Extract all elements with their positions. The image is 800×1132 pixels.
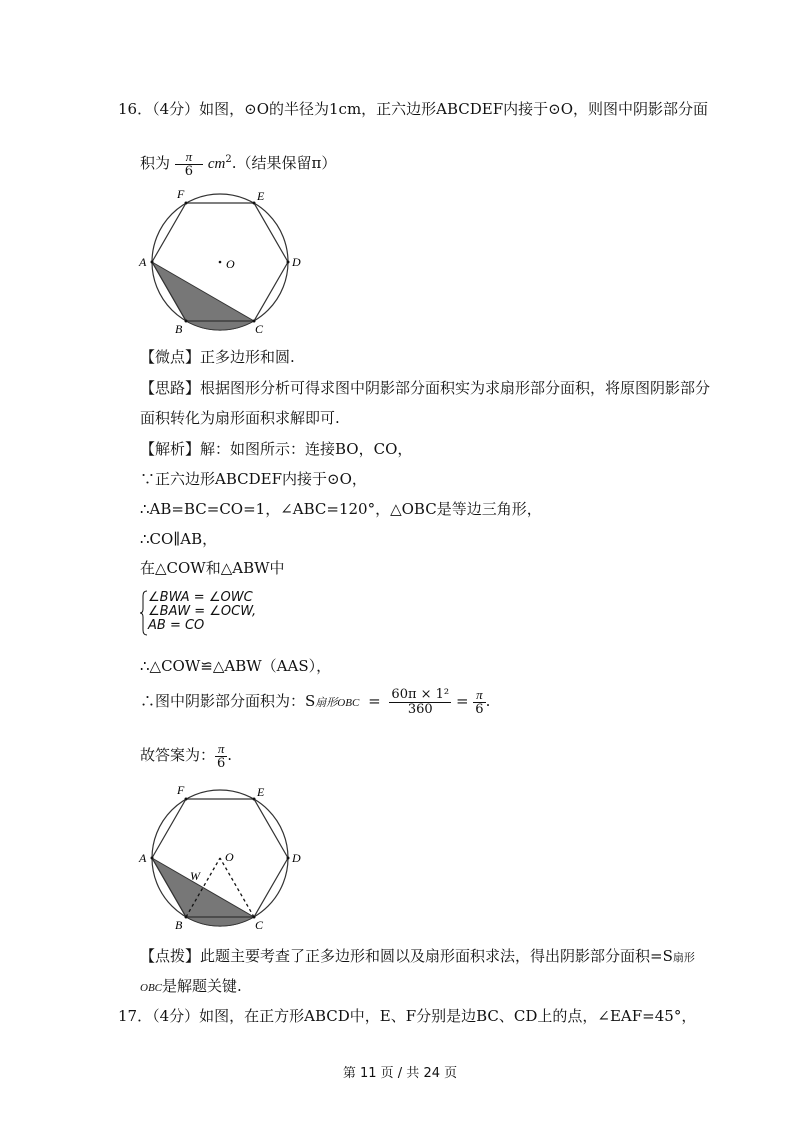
hexagon-figure-1	[135, 180, 305, 340]
label2-c: C	[255, 918, 264, 932]
silu-line2: 面积转化为扇形面积求解即可.	[140, 409, 340, 427]
label2-d: D	[292, 851, 301, 865]
step-6-eq: =	[368, 692, 381, 711]
dianbo-sub1: 扇形	[672, 951, 695, 964]
q16-line1: 16．（4分）如图，⊙O的半径为1cm，正六边形ABCDEF内接于⊙O，则图中阴影部分面	[118, 100, 709, 118]
dianbo-text2: 是解题关键.	[162, 977, 242, 995]
step-4: 在△COW和△ABW中	[140, 559, 285, 577]
shaded-region	[152, 262, 254, 330]
label2-f: F	[177, 783, 185, 797]
q16-answer-den: 6	[184, 163, 194, 179]
silu-line1: 【思路】根据图形分析可得求图中阴影部分面积实为求扇形部分面积，将原图阴影部分	[140, 379, 711, 397]
label-d: D	[292, 255, 301, 269]
q16-unit-sup: 2	[225, 154, 232, 166]
jiexi: 【解析】解：如图所示：连接BO，CO，	[140, 440, 413, 458]
hexagon-figure-2	[135, 776, 305, 936]
step-2: ∴AB=BC=CO=1，∠ABC=120°，△OBC是等边三角形，	[140, 500, 542, 518]
label2-w: W	[190, 869, 200, 883]
step-3: ∴CO∥AB，	[140, 530, 218, 548]
label2-o: O	[225, 850, 234, 864]
shaded-region-2	[152, 858, 254, 926]
label-o: O	[226, 257, 235, 271]
label-c: C	[255, 322, 264, 336]
q16-unit: cm	[207, 156, 226, 173]
label-f: F	[177, 187, 185, 201]
label-a: A	[139, 255, 147, 269]
step-6-rnum: π	[473, 688, 485, 703]
center-point-o	[219, 261, 222, 264]
brace-line-3: AB = CO	[148, 618, 205, 633]
q16-line2	[140, 150, 336, 178]
dianbo-text1: 【点拨】此题主要考查了正多边形和圆以及扇形面积求法，得出阴影部分面积=S	[140, 947, 673, 965]
brace-line-2: ∠BAW = ∠OCW,	[148, 604, 257, 619]
page-footer: 第 11 页 / 共 24 页	[342, 1066, 458, 1081]
step-6: ∴图中阴影部分面积为：S扇形OBC = $\frac{\text{60π × 1²}}{360}$ = $\frac{\pi}{6}$ .	[140, 687, 491, 717]
label-b: B	[175, 322, 183, 336]
dianbo-line1	[140, 945, 695, 966]
q16-answer-fraction	[183, 150, 195, 178]
step-6-rden: 6	[475, 701, 484, 717]
label2-a: A	[139, 851, 147, 865]
step-6-sub: 扇形OBC	[315, 697, 360, 710]
step-6-num: 60π × 1²	[391, 687, 450, 702]
answer-line: 故答案为： $\frac{\pi}{6}$ .	[140, 741, 233, 771]
answer-prefix: 故答案为：	[140, 746, 216, 765]
step-6-eq2: =	[455, 692, 469, 711]
q17-line1: 17．（4分）如图，在正方形ABCD中，E、F分别是边BC、CD上的点，∠EAF=45°，	[118, 1007, 697, 1025]
q16-answer-num: π	[183, 150, 195, 165]
answer-num: π	[215, 742, 227, 757]
label2-e: E	[257, 785, 265, 799]
brace-line-1: ∠BWA = ∠OWC	[148, 590, 253, 605]
label2-b: B	[175, 918, 183, 932]
dianbo-sub2: OBC	[140, 982, 162, 994]
step-5: ∴△COW≌△ABW（AAS），	[140, 657, 332, 675]
dianbo-line2	[140, 975, 242, 996]
q16-line2-suffix: .（结果保留π）	[231, 154, 337, 173]
answer-den: 6	[217, 755, 226, 771]
q16-line2-prefix: 积为	[140, 154, 171, 173]
step-1: ∵正六边形ABCDEF内接于⊙O，	[140, 470, 367, 488]
step-6-prefix: ∴图中阴影部分面积为：S	[140, 692, 316, 711]
label-e: E	[257, 189, 265, 203]
weidian: 【微点】正多边形和圆.	[140, 348, 295, 366]
step-6-den: 360	[407, 701, 433, 717]
brace-symbol	[140, 590, 148, 636]
